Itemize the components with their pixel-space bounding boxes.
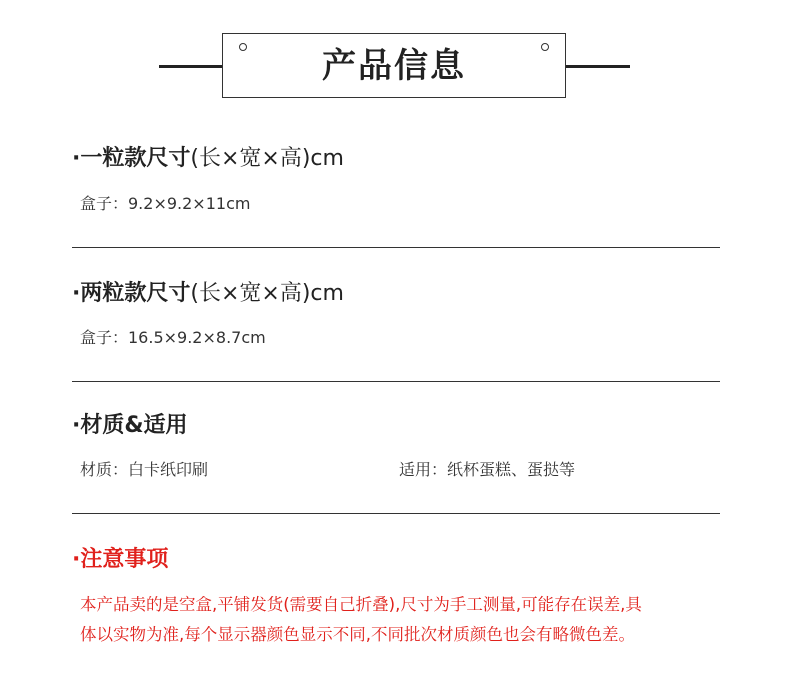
page-title: 产品信息 <box>322 46 466 86</box>
section-single-size <box>72 145 344 173</box>
notice-line-1: 本产品卖的是空盒,平铺发货(需要自己折叠),尺寸为手工测量,可能存在误差,具 <box>80 595 642 614</box>
section-heading <box>72 280 344 308</box>
title-right-line <box>558 65 630 68</box>
bullet: · <box>72 281 81 306</box>
box-size-double: 盒子：16.5×9.2×8.7cm <box>80 328 266 347</box>
heading-bold: 两粒款尺寸 <box>80 281 191 306</box>
heading-bold: 一粒款尺寸 <box>80 146 191 171</box>
bullet: · <box>72 146 81 171</box>
title-tag <box>222 33 566 98</box>
section-double-size <box>72 280 344 308</box>
notice-text <box>80 590 720 650</box>
heading-bold: 注意事项 <box>80 547 169 572</box>
heading-unit: (长×宽×高)cm <box>190 281 344 306</box>
material-text: 材质：白卡纸印刷 <box>80 460 209 479</box>
section-notice <box>72 546 168 574</box>
divider <box>72 247 720 248</box>
usage-text: 适用：纸杯蛋糕、蛋挞等 <box>399 460 576 479</box>
section-material-usage <box>72 412 188 440</box>
section-heading <box>72 145 344 173</box>
heading-unit: (长×宽×高)cm <box>190 146 344 171</box>
section-heading <box>72 412 188 440</box>
section-heading <box>72 546 168 574</box>
title-left-line <box>159 65 231 68</box>
divider <box>72 513 720 514</box>
heading-bold: 材质&适用 <box>80 413 188 438</box>
box-size-single: 盒子：9.2×9.2×11cm <box>80 194 251 213</box>
bullet: · <box>72 547 81 572</box>
bullet: · <box>72 413 81 438</box>
notice-line-2: 体以实物为准,每个显示器颜色显示不同,不同批次材质颜色也会有略微色差。 <box>80 625 635 644</box>
divider <box>72 381 720 382</box>
